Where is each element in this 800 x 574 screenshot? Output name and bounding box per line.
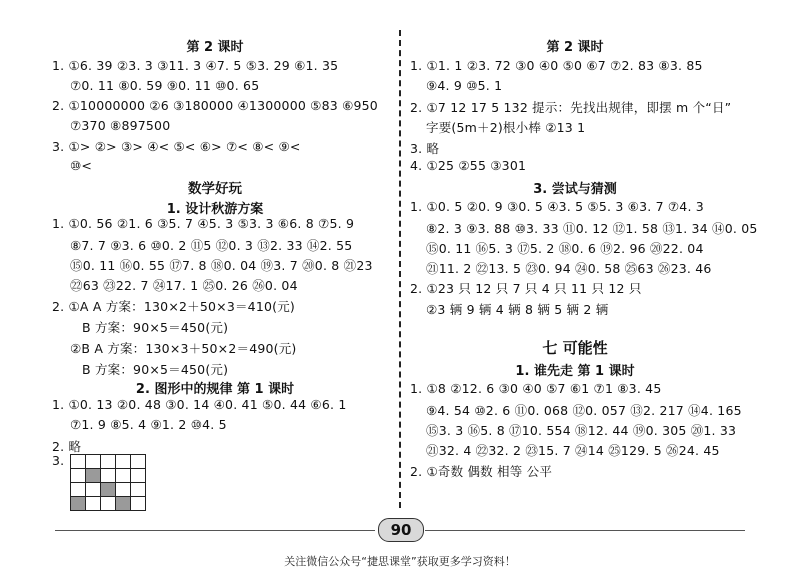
answer-line: ⑨4. 54 ⑩2. 6 ⑪0. 068 ⑫0. 057 ⑬2. 217 ⑭4. 165 — [426, 403, 742, 418]
grid-cell — [86, 497, 101, 511]
answer-line: 1. ①6. 39 ②3. 3 ③11. 3 ④7. 5 ⑤3. 29 ⑥1. 35 — [52, 58, 339, 73]
answer-line: 2. 略 — [52, 439, 82, 454]
answer-line: ②B A 方案：130×3＋50×2＝490(元) — [70, 341, 297, 356]
heading-lesson-2-right: 第 2 课时 — [546, 40, 604, 55]
answer-line: ⑨4. 9 ⑩5. 1 — [426, 78, 503, 93]
footer-rule-right — [425, 530, 745, 531]
answer-line: 2. ①A A 方案：130×2＋50×3＝410(元) — [52, 299, 295, 314]
heading-try-and-guess: 3. 尝试与猜测 — [533, 182, 617, 197]
answer-line: 1. ①0. 56 ②1. 6 ③5. 7 ④5. 3 ⑤3. 3 ⑥6. 8 ⑦5. 9 — [52, 216, 355, 231]
heading-who-goes-first: 1. 谁先走 第 1 课时 — [515, 364, 635, 379]
grid-cell — [101, 497, 116, 511]
answer-line: 2. ①23 只 12 只 7 只 4 只 11 只 12 只 — [410, 281, 642, 296]
answer-line: 2. ①奇数 偶数 相等 公平 — [410, 464, 553, 479]
grid-cell — [131, 483, 146, 497]
grid-cell — [131, 469, 146, 483]
grid-cell — [71, 455, 86, 469]
grid-cell — [86, 455, 101, 469]
answer-line: 1. ①0. 13 ②0. 48 ③0. 14 ④0. 41 ⑤0. 44 ⑥6. 1 — [52, 397, 347, 412]
grid-cell-shaded — [86, 469, 101, 483]
heading-lesson-2-left: 第 2 课时 — [186, 40, 244, 55]
answer-line: ㉑32. 4 ㉒32. 2 ㉓15. 7 ㉔14 ㉕129. 5 ㉖24. 45 — [426, 443, 720, 458]
grid-cell — [116, 469, 131, 483]
grid-cell — [71, 469, 86, 483]
answer-line: ⑮3. 3 ⑯5. 8 ⑰10. 554 ⑱12. 44 ⑲0. 305 ⑳1. 33 — [426, 423, 737, 438]
column-divider — [399, 30, 401, 508]
grid-cell — [71, 483, 86, 497]
answer-line: ⑧2. 3 ⑨3. 88 ⑩3. 33 ⑪0. 12 ⑫1. 58 ⑬1. 34 ⑭0. 05 — [426, 221, 758, 236]
grid-cell — [86, 483, 101, 497]
heading-math-fun: 数学好玩 — [188, 181, 242, 197]
answer-line: ②3 辆 9 辆 4 辆 8 辆 5 辆 2 辆 — [426, 302, 609, 317]
answer-line: ㉒63 ㉓22. 7 ㉔17. 1 ㉕0. 26 ㉖0. 04 — [70, 278, 298, 293]
grid-cell — [116, 483, 131, 497]
grid-cell — [101, 469, 116, 483]
answer-line: B 方案：90×5＝450(元) — [82, 320, 229, 335]
answer-line: 3. — [52, 453, 65, 468]
answer-line: 4. ①25 ②55 ③301 — [410, 158, 527, 173]
answer-line: 1. ①1. 1 ②3. 72 ③0 ④0 ⑤0 ⑥7 ⑦2. 83 ⑧3. 85 — [410, 58, 703, 73]
heading-chapter-7-probability: 七 可能性 — [542, 339, 608, 357]
grid-cell — [116, 455, 131, 469]
grid-cell — [131, 497, 146, 511]
grid-cell-shaded — [101, 483, 116, 497]
answer-line: 2. ①7 12 17 5 132 提示：先找出规律，即摆 m 个“日” — [410, 100, 732, 115]
answer-line: ⑦370 ⑧897500 — [70, 118, 171, 133]
footer-note: 关注微信公众号“捷思课堂”获取更多学习资料！ — [284, 555, 516, 568]
answer-line: ⑩< — [70, 158, 93, 173]
grid-cell-shaded — [71, 497, 86, 511]
answer-line: B 方案：90×5＝450(元) — [82, 362, 229, 377]
answer-line: ㉑11. 2 ㉒13. 5 ㉓0. 94 ㉔0. 58 ㉕63 ㉖23. 46 — [426, 261, 712, 276]
footer-rule-left — [55, 530, 375, 531]
answer-line: ⑦0. 11 ⑧0. 59 ⑨0. 11 ⑩0. 65 — [70, 78, 260, 93]
grid-cell — [131, 455, 146, 469]
answer-line: ⑮0. 11 ⑯5. 3 ⑰5. 2 ⑱0. 6 ⑲2. 96 ⑳22. 04 — [426, 241, 704, 256]
grid-cell-shaded — [116, 497, 131, 511]
answer-line: ⑮0. 11 ⑯0. 55 ⑰7. 8 ⑱0. 04 ⑲3. 7 ⑳0. 8 ㉑23 — [70, 258, 373, 273]
answer-line: 3. ①> ②> ③> ④< ⑤< ⑥> ⑦< ⑧< ⑨< — [52, 139, 301, 154]
page-number: 90 — [378, 518, 424, 542]
answer-line: 3. 略 — [410, 141, 440, 156]
answer-line: 字要(5m＋2)根小棒 ②13 1 — [426, 120, 586, 135]
grid-cell — [101, 455, 116, 469]
answer-line: 1. ①0. 5 ②0. 9 ③0. 5 ④3. 5 ⑤5. 3 ⑥3. 7 ⑦4. 3 — [410, 199, 704, 214]
answer-line: 2. ①10000000 ②6 ③180000 ④1300000 ⑤83 ⑥950 — [52, 98, 378, 113]
answer-line: ⑧7. 7 ⑨3. 6 ⑩0. 2 ⑪5 ⑫0. 3 ⑬2. 33 ⑭2. 55 — [70, 238, 353, 253]
answer-line: 1. ①8 ②12. 6 ③0 ④0 ⑤7 ⑥1 ⑦1 ⑧3. 45 — [410, 381, 662, 396]
pattern-grid-figure — [70, 454, 146, 511]
heading-autumn-trip: 1. 设计秋游方案 — [166, 202, 264, 217]
heading-pattern-lesson-1: 2. 图形中的规律 第 1 课时 — [135, 382, 295, 397]
answer-line: ⑦1. 9 ⑧5. 4 ⑨1. 2 ⑩4. 5 — [70, 417, 227, 432]
